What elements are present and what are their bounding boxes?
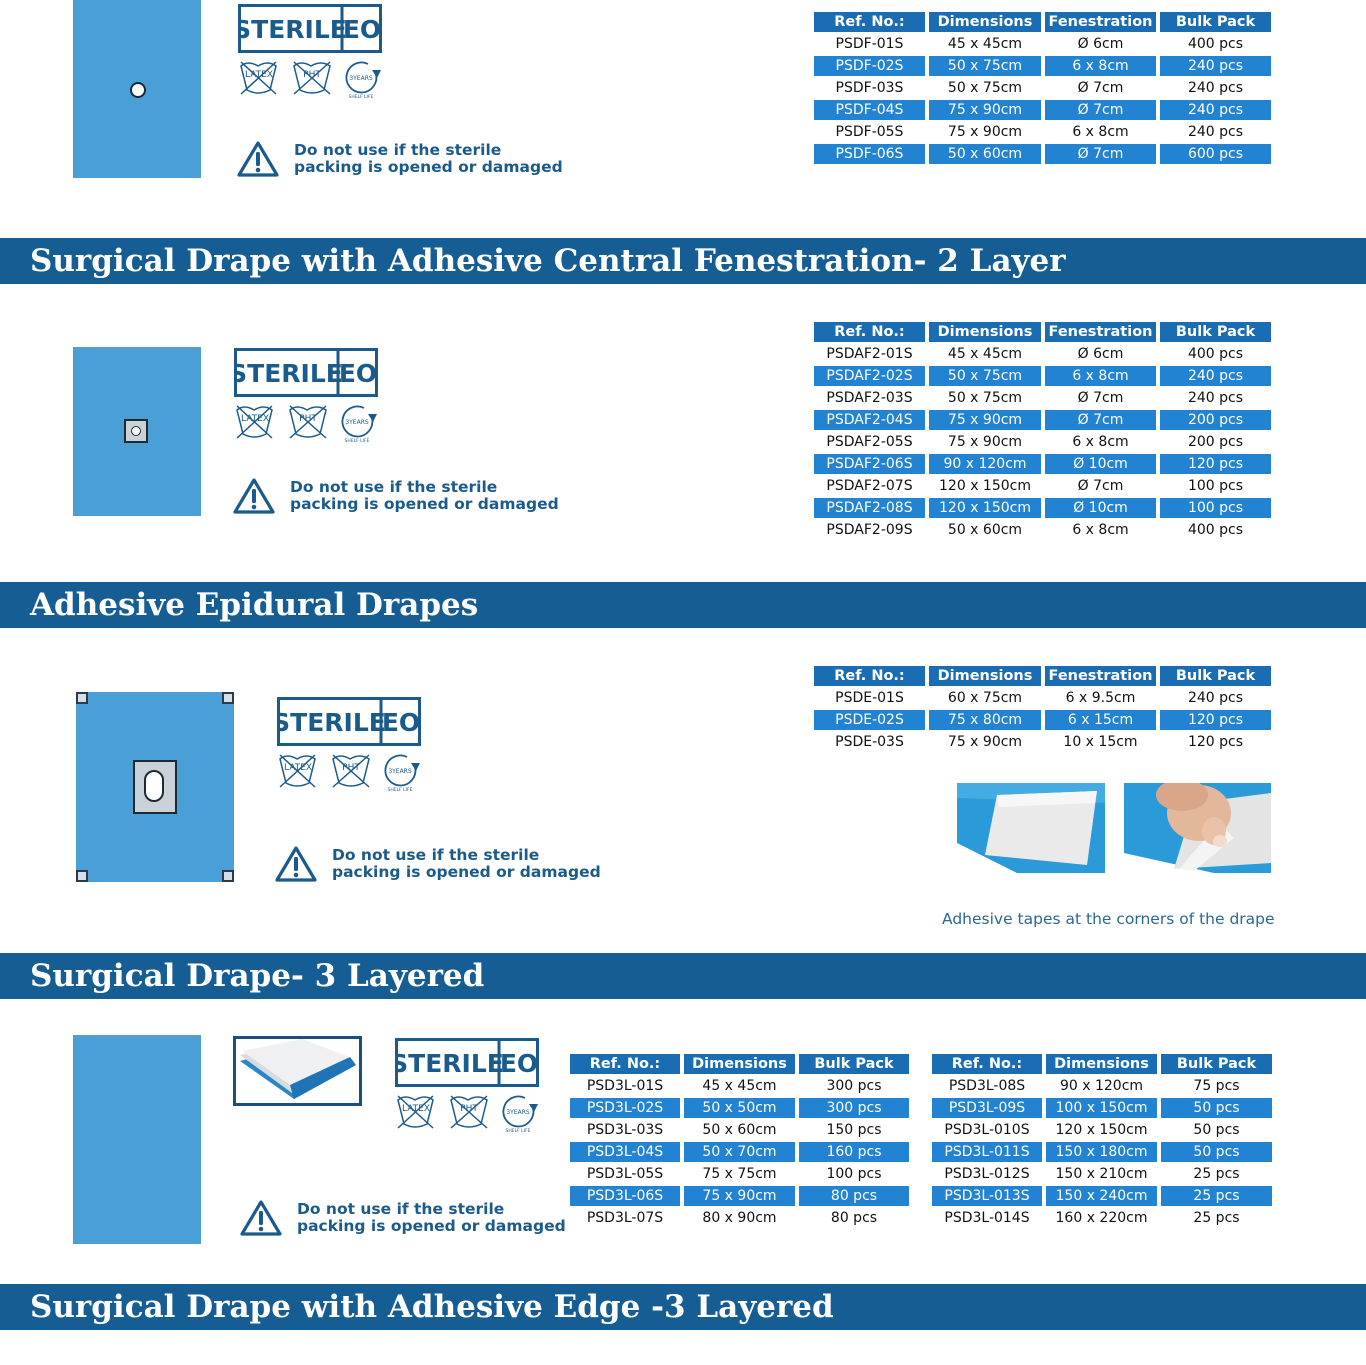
warning-line-1: Do not use if the sterile <box>332 846 540 864</box>
sterile-word: STERILE <box>395 1049 504 1078</box>
table-row <box>814 144 1271 164</box>
section-banner: Surgical Drape- 3 Layered <box>0 953 1366 999</box>
table-cell: 50 x 60cm <box>947 522 1023 538</box>
table-cell: 240 pcs <box>1187 80 1244 96</box>
table-cell: PSDF-05S <box>835 124 904 140</box>
table-cell: PSDAF2-08S <box>814 498 925 518</box>
table-cell: PSDAF2-01S <box>826 346 913 362</box>
table-header-cell: Fenestration <box>1045 666 1156 686</box>
sterile-method: EO <box>342 15 382 44</box>
section-banner: Surgical Drape with Adhesive Central Fenestration- 2 Layer <box>0 238 1366 284</box>
table-cell: 75 x 90cm <box>684 1186 795 1206</box>
table-cell: Ø 6cm <box>1077 36 1124 52</box>
table-cell: 400 pcs <box>1187 36 1244 52</box>
adhesive-corner-tab <box>222 692 234 704</box>
table-row <box>814 476 1271 496</box>
table-cell: PSD3L-012S <box>944 1166 1030 1182</box>
adhesive-tape-photo <box>957 783 1105 873</box>
pht-label: PHT <box>303 70 321 80</box>
table-row <box>570 1120 909 1140</box>
warning-text <box>332 847 601 881</box>
table-cell: 6 x 8cm <box>1072 434 1129 450</box>
table-cell: PSDAF2-07S <box>826 478 913 494</box>
table-row <box>932 1120 1272 1140</box>
table-cell: PSDAF2-03S <box>826 390 913 406</box>
table-cell: 120 pcs <box>1160 454 1271 474</box>
table-cell: PSDAF2-04S <box>814 410 925 430</box>
table-cell: Ø 7cm <box>1077 80 1124 96</box>
pht-label: PHT <box>299 414 317 424</box>
table-cell: 50 x 75cm <box>947 80 1023 96</box>
table-cell: PSDE-03S <box>835 734 904 750</box>
sterile-method: EO <box>499 1049 539 1078</box>
table-cell: Ø 7cm <box>1077 478 1124 494</box>
table-cell: 90 x 120cm <box>1059 1078 1144 1094</box>
table-cell: PSDAF2-09S <box>826 522 913 538</box>
table-cell: 240 pcs <box>1160 56 1271 76</box>
table-cell: PSD3L-09S <box>932 1098 1042 1118</box>
table-header-cell: Bulk Pack <box>1160 666 1271 686</box>
table-cell: PSDF-03S <box>835 80 904 96</box>
warning-line-1: Do not use if the sterile <box>297 1200 505 1218</box>
table-cell: 100 x 150cm <box>1046 1098 1157 1118</box>
table-cell: Ø 6cm <box>1077 346 1124 362</box>
warning-line-1: Do not use if the sterile <box>290 478 498 496</box>
spec-table <box>928 1052 1276 1230</box>
latex-label: LATEX <box>244 70 274 80</box>
table-row <box>814 688 1271 708</box>
sterile-method: EO <box>381 708 421 737</box>
spec-table <box>810 10 1275 166</box>
adhesive-caption: Adhesive tapes at the corners of the drape <box>942 910 1275 928</box>
table-header-cell: Ref. No.: <box>570 1054 680 1074</box>
table-row <box>814 56 1271 76</box>
table-cell: 90 x 120cm <box>929 454 1041 474</box>
table-row <box>814 122 1271 142</box>
table-cell: PSD3L-014S <box>944 1210 1030 1226</box>
table-cell: PSDF-04S <box>814 100 925 120</box>
table-header-cell: Bulk Pack <box>799 1054 909 1074</box>
spec-table <box>566 1052 913 1230</box>
table-cell: 75 x 90cm <box>929 100 1041 120</box>
table-cell: Ø 7cm <box>1045 144 1156 164</box>
table-cell: 120 pcs <box>1160 710 1271 730</box>
sterile-eo-label <box>277 697 423 802</box>
table-cell: 6 x 8cm <box>1072 124 1129 140</box>
table-cell: PSD3L-010S <box>944 1122 1030 1138</box>
table-cell: 400 pcs <box>1187 346 1244 362</box>
table-cell: 160 pcs <box>799 1142 909 1162</box>
table-cell: 160 x 220cm <box>1055 1210 1148 1226</box>
table-cell: 10 x 15cm <box>1063 734 1138 750</box>
table-cell: PSD3L-01S <box>586 1078 664 1094</box>
table-cell: PSD3L-02S <box>570 1098 680 1118</box>
table-cell: PSD3L-04S <box>570 1142 680 1162</box>
table-cell: PSDAF2-05S <box>826 434 913 450</box>
table-cell: 50 x 50cm <box>684 1098 795 1118</box>
fenestration-hole <box>131 426 141 436</box>
table-row <box>814 520 1271 540</box>
shelf-life-label: SHELF LIFE <box>505 1129 531 1134</box>
table-cell: 50 pcs <box>1161 1098 1272 1118</box>
table-cell: Ø 10cm <box>1045 454 1156 474</box>
table-cell: Ø 7cm <box>1077 390 1124 406</box>
warning-text <box>297 1201 566 1235</box>
sterile-symbols <box>395 1038 541 1138</box>
warning-notice <box>239 1199 566 1237</box>
table-cell: 6 x 8cm <box>1045 366 1156 386</box>
table-cell: 50 x 60cm <box>702 1122 777 1138</box>
table-cell: 25 pcs <box>1161 1186 1272 1206</box>
table-cell: 75 x 90cm <box>947 434 1023 450</box>
warning-notice <box>236 140 563 178</box>
warning-icon <box>239 1199 283 1237</box>
table-cell: 240 pcs <box>1187 124 1244 140</box>
latex-label: LATEX <box>401 1104 431 1114</box>
table-cell: 300 pcs <box>799 1098 909 1118</box>
table-cell: 50 pcs <box>1161 1142 1272 1162</box>
table-row <box>570 1076 909 1096</box>
table-cell: PSDAF2-02S <box>814 366 925 386</box>
table-row <box>570 1186 909 1206</box>
warning-notice <box>232 477 559 515</box>
table-row <box>814 34 1271 54</box>
table-cell: 150 x 210cm <box>1055 1166 1148 1182</box>
table-header-cell: Dimensions <box>684 1054 795 1074</box>
table-header-row <box>814 666 1271 686</box>
table-row <box>932 1142 1272 1162</box>
sterile-word: STERILE <box>277 708 386 737</box>
table-cell: 75 x 80cm <box>929 710 1041 730</box>
table-header-row <box>570 1054 909 1074</box>
table-cell: PSDAF2-06S <box>814 454 925 474</box>
warning-icon <box>232 477 276 515</box>
table-cell: 6 x 8cm <box>1045 56 1156 76</box>
table-header-row <box>814 322 1271 342</box>
warning-line-2: packing is opened or damaged <box>332 863 601 881</box>
adhesive-corner-tab <box>76 692 88 704</box>
table-cell: 150 x 180cm <box>1046 1142 1157 1162</box>
warning-line-2: packing is opened or damaged <box>297 1217 566 1235</box>
table-cell: PSD3L-05S <box>586 1166 664 1182</box>
table-cell: 120 pcs <box>1187 734 1244 750</box>
table-cell: 50 pcs <box>1193 1122 1240 1138</box>
table-row <box>570 1142 909 1162</box>
table-header-cell: Ref. No.: <box>814 12 925 32</box>
drape-illustration <box>73 1035 201 1244</box>
table-row <box>932 1164 1272 1184</box>
table-header-cell: Dimensions <box>929 322 1041 342</box>
years-label: 3YEARS <box>506 1109 530 1116</box>
table-cell: 25 pcs <box>1193 1210 1240 1226</box>
table-cell: 100 pcs <box>826 1166 882 1182</box>
table-row <box>570 1208 909 1228</box>
table-header-cell: Ref. No.: <box>814 666 925 686</box>
table-header-cell: Ref. No.: <box>932 1054 1042 1074</box>
table-cell: 50 x 75cm <box>947 390 1023 406</box>
shelf-life-label: SHELF LIFE <box>344 439 370 444</box>
table-cell: 75 x 90cm <box>929 410 1041 430</box>
warning-icon <box>236 140 280 178</box>
sterile-word: STERILE <box>234 359 343 388</box>
latex-label: LATEX <box>240 414 270 424</box>
table-cell: 50 x 75cm <box>929 56 1041 76</box>
table-row <box>814 388 1271 408</box>
warning-icon <box>274 845 318 883</box>
table-cell: 60 x 75cm <box>947 690 1023 706</box>
latex-label: LATEX <box>283 763 313 773</box>
table-cell: 150 x 240cm <box>1046 1186 1157 1206</box>
table-cell: 80 pcs <box>830 1210 878 1226</box>
table-row <box>570 1098 909 1118</box>
table-cell: PSD3L-013S <box>932 1186 1042 1206</box>
table-cell: 240 pcs <box>1187 690 1244 706</box>
table-cell: 80 pcs <box>799 1186 909 1206</box>
table-row <box>814 344 1271 364</box>
sterile-symbols <box>277 697 423 797</box>
table-cell: 75 pcs <box>1193 1078 1240 1094</box>
pht-label: PHT <box>460 1104 478 1114</box>
table-header-row <box>932 1054 1272 1074</box>
table-cell: 75 x 75cm <box>702 1166 777 1182</box>
table-cell: Ø 7cm <box>1045 410 1156 430</box>
table-cell: PSDF-06S <box>814 144 925 164</box>
table-cell: 80 x 90cm <box>702 1210 777 1226</box>
table-cell: PSD3L-03S <box>586 1122 664 1138</box>
table-header-cell: Bulk Pack <box>1160 12 1271 32</box>
table-cell: Ø 7cm <box>1045 100 1156 120</box>
table-cell: 120 x 150cm <box>1055 1122 1148 1138</box>
table-row <box>814 366 1271 386</box>
table-cell: 100 pcs <box>1160 498 1271 518</box>
table-row <box>814 432 1271 452</box>
section-banner: Surgical Drape with Adhesive Edge -3 Layered <box>0 1284 1366 1330</box>
table-row <box>814 78 1271 98</box>
warning-notice <box>274 845 601 883</box>
table-cell: 6 x 9.5cm <box>1065 690 1136 706</box>
table-cell: 150 pcs <box>826 1122 882 1138</box>
table-row <box>814 454 1271 474</box>
table-cell: 200 pcs <box>1160 410 1271 430</box>
adhesive-fenestration <box>124 419 148 443</box>
table-header-cell: Fenestration <box>1045 322 1156 342</box>
table-row <box>814 100 1271 120</box>
table-cell: 120 x 150cm <box>929 498 1041 518</box>
table-cell: PSDF-02S <box>814 56 925 76</box>
sterile-method: EO <box>338 359 378 388</box>
table-cell: PSD3L-07S <box>586 1210 664 1226</box>
table-row <box>570 1164 909 1184</box>
table-header-cell: Ref. No.: <box>814 322 925 342</box>
table-header-cell: Dimensions <box>929 666 1041 686</box>
table-header-cell: Dimensions <box>1046 1054 1157 1074</box>
table-row <box>814 710 1271 730</box>
table-cell: 6 x 15cm <box>1045 710 1156 730</box>
table-row <box>932 1076 1272 1096</box>
table-cell: 240 pcs <box>1187 390 1244 406</box>
warning-text <box>290 479 559 513</box>
table-header-cell: Bulk Pack <box>1160 322 1271 342</box>
table-cell: PSDE-01S <box>835 690 904 706</box>
table-cell: Ø 10cm <box>1045 498 1156 518</box>
sterile-eo-label <box>234 348 380 453</box>
section-banner: Adhesive Epidural Drapes <box>0 582 1366 628</box>
spec-table <box>810 320 1275 542</box>
table-cell: 600 pcs <box>1160 144 1271 164</box>
table-cell: 120 x 150cm <box>939 478 1031 494</box>
table-cell: 50 x 75cm <box>929 366 1041 386</box>
spec-table <box>810 664 1275 754</box>
table-cell: PSD3L-011S <box>932 1142 1042 1162</box>
table-cell: 25 pcs <box>1193 1166 1240 1182</box>
fenestration-hole <box>130 82 146 98</box>
table-row <box>932 1098 1272 1118</box>
warning-text <box>294 142 563 176</box>
sterile-word: STERILE <box>238 15 347 44</box>
warning-line-2: packing is opened or damaged <box>290 495 559 513</box>
table-cell: 6 x 8cm <box>1072 522 1129 538</box>
table-cell: 45 x 45cm <box>702 1078 777 1094</box>
drape-illustration <box>73 347 201 516</box>
pht-label: PHT <box>342 763 360 773</box>
table-row <box>814 732 1271 752</box>
adhesive-fenestration <box>133 760 177 814</box>
warning-line-2: packing is opened or damaged <box>294 158 563 176</box>
table-header-cell: Dimensions <box>929 12 1041 32</box>
drape-illustration <box>76 692 234 882</box>
sterile-eo-label <box>395 1038 541 1143</box>
table-cell: 45 x 45cm <box>947 346 1023 362</box>
shelf-life-label: SHELF LIFE <box>387 788 413 793</box>
layered-drape-photo <box>233 1036 362 1106</box>
table-cell: 50 x 60cm <box>929 144 1041 164</box>
table-cell: PSD3L-06S <box>570 1186 680 1206</box>
shelf-life-label: SHELF LIFE <box>348 95 374 100</box>
sterile-eo-label <box>238 4 384 109</box>
table-header-cell: Fenestration <box>1045 12 1156 32</box>
table-row <box>932 1208 1272 1228</box>
table-cell: 300 pcs <box>826 1078 882 1094</box>
years-label: 3YEARS <box>345 419 369 426</box>
table-cell: 240 pcs <box>1160 100 1271 120</box>
sterile-symbols <box>238 4 384 104</box>
table-cell: 75 x 90cm <box>947 734 1023 750</box>
table-cell: 45 x 45cm <box>947 36 1023 52</box>
table-cell: PSDF-01S <box>835 36 904 52</box>
table-cell: 75 x 90cm <box>947 124 1023 140</box>
table-row <box>932 1186 1272 1206</box>
table-cell: 400 pcs <box>1187 522 1244 538</box>
table-cell: PSD3L-08S <box>948 1078 1026 1094</box>
sterile-symbols <box>234 348 380 448</box>
fenestration-hole <box>144 770 164 802</box>
table-cell: 50 x 70cm <box>684 1142 795 1162</box>
table-row <box>814 498 1271 518</box>
table-cell: 240 pcs <box>1160 366 1271 386</box>
adhesive-corner-tab <box>222 870 234 882</box>
table-header-cell: Bulk Pack <box>1161 1054 1272 1074</box>
drape-illustration <box>73 0 201 178</box>
table-cell: 100 pcs <box>1187 478 1244 494</box>
years-label: 3YEARS <box>349 75 373 82</box>
years-label: 3YEARS <box>388 768 412 775</box>
table-cell: 200 pcs <box>1187 434 1244 450</box>
table-cell: PSDE-02S <box>814 710 925 730</box>
adhesive-tape-photo <box>1124 783 1271 873</box>
table-header-row <box>814 12 1271 32</box>
adhesive-corner-tab <box>76 870 88 882</box>
table-row <box>814 410 1271 430</box>
warning-line-1: Do not use if the sterile <box>294 141 502 159</box>
